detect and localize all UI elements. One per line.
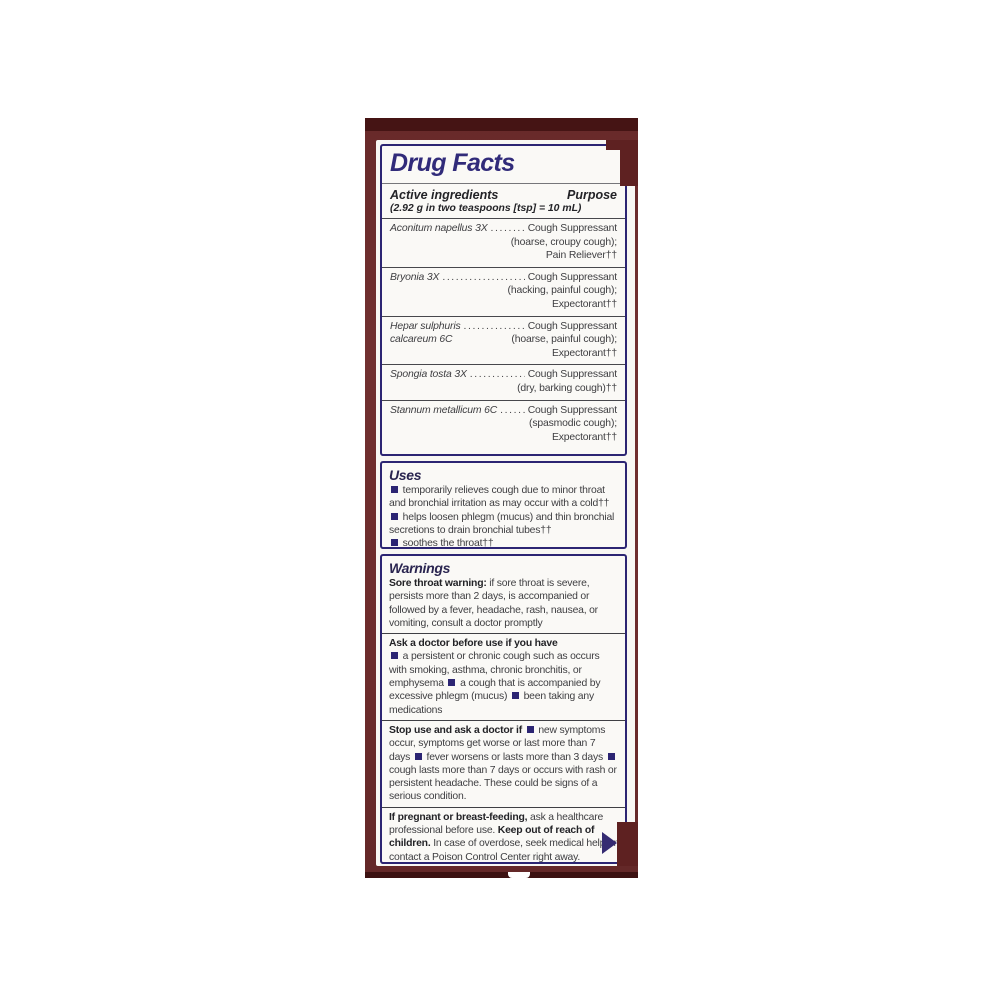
ingredient-detail: (hacking, painful cough); <box>507 285 617 297</box>
warnings-panel <box>380 554 627 864</box>
bullet-square-icon <box>448 679 455 686</box>
dotted-leader <box>442 271 524 285</box>
dotted-leader <box>491 222 525 236</box>
text-segment: a persistent or chronic cough such as occurs with smoking, asthma, chronic bronchitis, or emphysema <box>389 651 600 690</box>
ingredient-detail: (spasmodic cough); <box>529 418 617 430</box>
ingredient-detail: (hoarse, painful cough); <box>511 334 617 346</box>
bullet-square-icon <box>391 539 398 546</box>
section-divider <box>382 807 625 808</box>
ingredient-name: Aconitum napellus 3X <box>390 223 488 234</box>
ingredient-extra: Expectorant†† <box>551 347 617 359</box>
ask-doctor-section <box>382 637 625 717</box>
ingredient-row <box>382 268 625 317</box>
bullet-square-icon <box>391 652 398 659</box>
uses-item <box>382 537 625 549</box>
text-segment: temporarily relieves cough due to minor throat and bronchial irritation as may occur with a cold†† <box>389 485 610 510</box>
text-segment: ask a healthcare professional before use. <box>389 811 604 837</box>
text-segment: Stop use and ask a doctor if <box>389 724 525 736</box>
ingredient-extra: Expectorant†† <box>551 431 617 443</box>
text-segment: cough lasts more than 7 days or occurs with rash or persistent headache. These could be signs of a serious condition. <box>389 764 617 803</box>
ingredient-row <box>382 365 625 400</box>
ingredient-name: Hepar sulphuris <box>390 320 461 332</box>
ingredient-purpose: Cough Suppressant <box>527 320 617 332</box>
active-ingredients-heading: Active ingredients <box>390 188 499 202</box>
package-flap-corner <box>617 822 638 866</box>
ask-doctor-heading: Ask a doctor before use if you have <box>389 638 558 650</box>
package-thumb-notch <box>508 872 530 878</box>
pregnancy-section <box>382 811 625 864</box>
ingredient-row <box>382 317 625 366</box>
ingredient-detail: (hoarse, croupy cough); <box>510 236 617 248</box>
ingredient-row <box>382 401 625 449</box>
uses-panel <box>380 461 627 549</box>
active-ingredients-panel <box>380 144 627 456</box>
bullet-square-icon <box>391 486 398 493</box>
ingredient-purpose: Cough Suppressant <box>527 404 617 416</box>
ingredient-name: Bryonia 3X <box>390 271 440 283</box>
text-segment: been taking any medications <box>389 691 594 716</box>
dose-note: (2.92 g in two teaspoons [tsp] = 10 mL) <box>382 202 625 219</box>
uses-item <box>382 511 625 538</box>
ingredient-row <box>382 219 625 268</box>
section-divider <box>382 720 625 721</box>
package-bottom-edge <box>365 872 638 878</box>
text-segment: fever worsens or lasts more than 3 days <box>423 751 606 763</box>
section-divider <box>382 633 625 634</box>
uses-heading: Uses <box>389 467 422 483</box>
ingredient-name: Spongia tosta 3X <box>390 369 467 381</box>
text-segment: soothes the throat†† <box>400 538 494 549</box>
bullet-square-icon <box>608 753 615 760</box>
text-segment: new symptoms occur, symptoms get worse or last more than 7 days <box>389 724 606 763</box>
sore-throat-warning <box>382 577 625 630</box>
active-ingredients-header <box>382 184 625 202</box>
text-segment: helps loosen phlegm (mucus) and thin bronchial secretions to drain bronchial tubes†† <box>389 511 615 536</box>
text-segment: a cough that is accompanied by excessive phlegm (mucus) <box>389 678 601 703</box>
continue-arrow-icon <box>602 832 617 854</box>
ingredient-purpose: Cough Suppressant <box>527 223 617 234</box>
uses-item <box>382 484 625 511</box>
purpose-heading: Purpose <box>566 188 617 202</box>
text-segment: In case of overdose, seek medical help or contact a Poison Control Center right away. <box>389 838 617 863</box>
dotted-leader <box>464 320 525 334</box>
ask-doctor-body <box>389 651 600 715</box>
warnings-heading: Warnings <box>389 560 451 576</box>
dotted-leader <box>500 404 525 418</box>
text-segment: if sore throat is severe, persists more than 2 days, is accompanied or followed by a fever, headache, rash, nausea, or vomiting, consult a doctor promptly <box>389 578 598 629</box>
package-flap-corner <box>620 140 638 186</box>
stop-use-section <box>382 724 625 804</box>
text-segment: Sore throat warning: <box>389 578 487 589</box>
bullet-square-icon <box>391 513 398 520</box>
ingredient-detail: (dry, barking cough)†† <box>517 382 617 394</box>
ingredient-name: Stannum metallicum 6C <box>390 404 498 416</box>
drug-facts-title: Drug Facts <box>382 146 625 184</box>
drug-facts-label <box>376 140 635 866</box>
text-segment: Keep out of reach of children. <box>389 825 595 850</box>
ingredient-extra: Expectorant†† <box>551 298 617 310</box>
ingredient-purpose: Cough Suppressant <box>527 271 617 283</box>
ingredient-extra: Pain Reliever†† <box>545 250 617 262</box>
text-segment: If pregnant or breast-feeding, <box>389 811 528 823</box>
ingredient-name-cont: calcareum 6C <box>390 334 453 346</box>
bullet-square-icon <box>512 692 519 699</box>
package-top-band <box>365 118 638 131</box>
bullet-square-icon <box>415 753 422 760</box>
ingredient-purpose: Cough Suppressant <box>527 369 617 381</box>
bullet-square-icon <box>527 726 534 733</box>
dotted-leader <box>470 368 525 382</box>
